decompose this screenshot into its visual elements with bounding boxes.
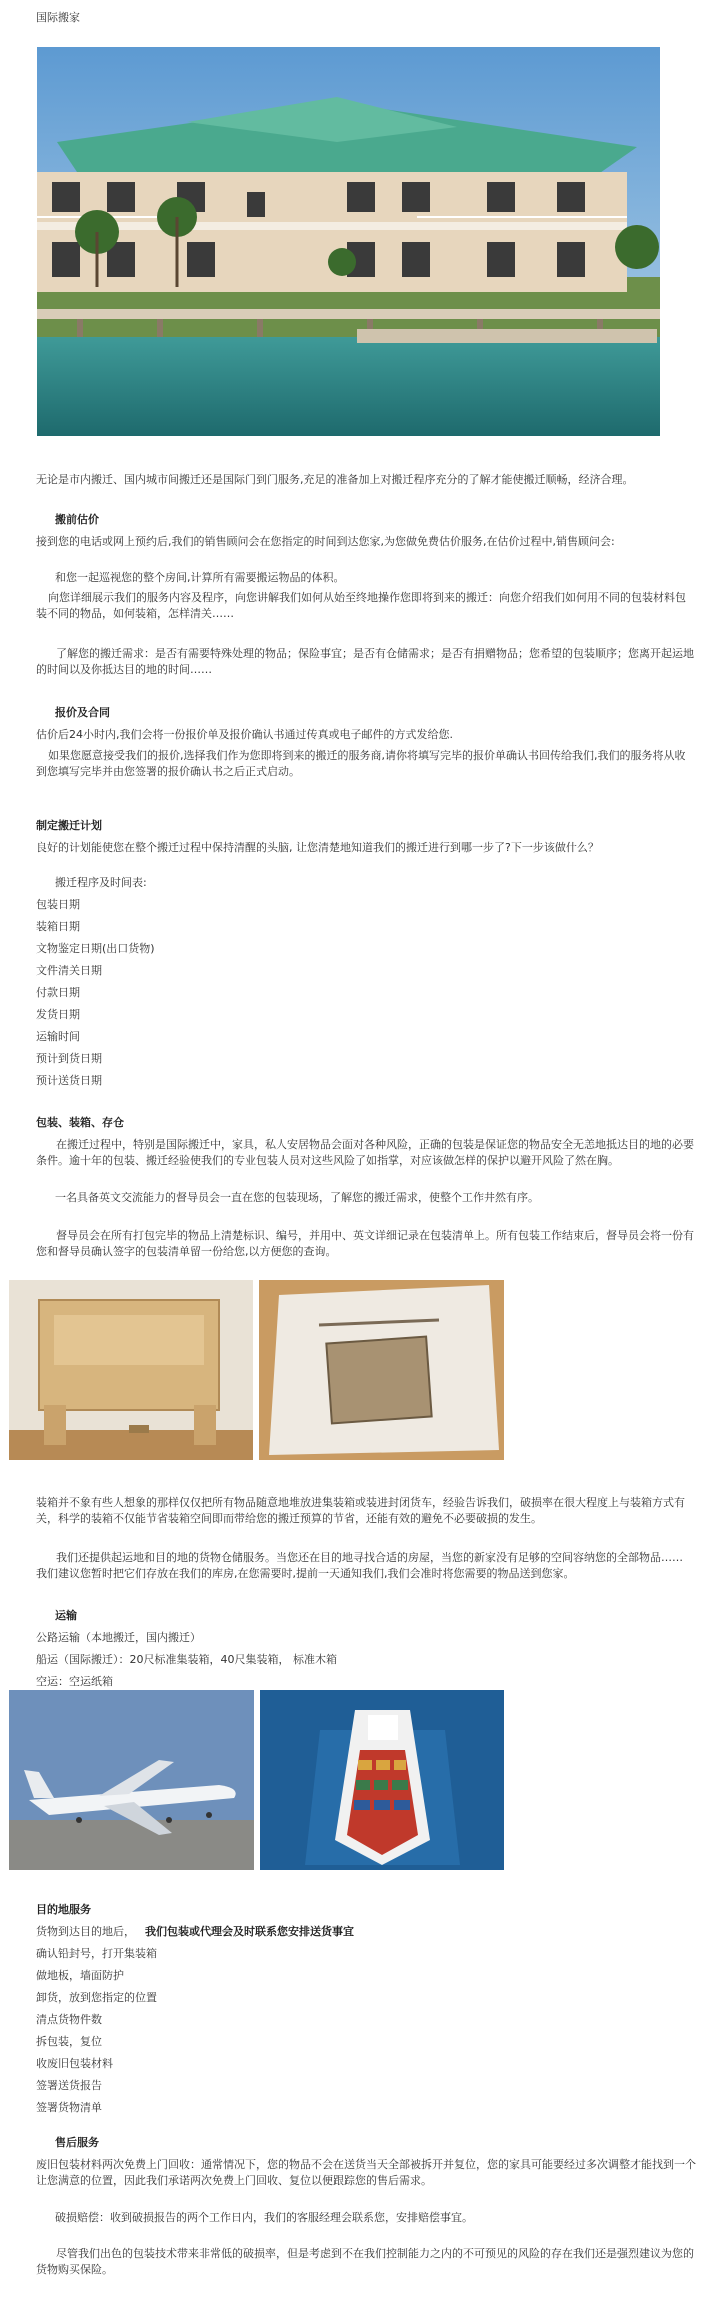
destination-first-bold: 我们包装或代理会及时联系您安排送货事宜 — [145, 1925, 354, 1938]
destination-heading: 目的地服务 — [36, 1903, 91, 1916]
destination-first-line — [36, 1924, 354, 1940]
packing-p2: 一名具备英文交流能力的督导员会一直在您的包装现场，了解您的搬迁需求，使整个工作井然有序。 — [55, 1191, 539, 1204]
destination-item: 拆包装，复位 — [36, 2035, 102, 2048]
schedule-item: 包装日期 — [36, 898, 80, 911]
destination-item: 收废旧包装材料 — [36, 2057, 113, 2070]
packing-p5: 我们还提供起运地和目的地的货物仓储服务。当您还在目的地寻找合适的房屋，当您的新家没有足够的空间容纳您的全部物品…… 我们建议您暂时把它们存放在我们的库房,在您需要时,提前一天通知我们,我们会准时将您需要的物品送到您家。 — [36, 1551, 683, 1580]
schedule-item: 文件清关日期 — [36, 964, 102, 977]
wood-crate-photo — [259, 1280, 504, 1460]
after-p3: 尽管我们出色的包装技术带来非常低的破损率，但是考虑到不在我们控制能力之内的不可预见的风险的存在我们还是强烈建议为您的货物购买保险。 — [36, 2247, 694, 2276]
schedule-item: 预计送货日期 — [36, 1074, 102, 1087]
packing-p4: 装箱并不象有些人想象的那样仅仅把所有物品随意地堆放进集装箱或装进封闭货车，经验告诉我们，破损率在很大程度上与装箱方式有关，科学的装箱不仅能节省装箱空间即而带给您的搬迁预算的节省，还能有效的避免不必要破损的发生。 — [36, 1496, 685, 1525]
destination-item: 签署送货报告 — [36, 2079, 102, 2092]
plan-heading: 制定搬迁计划 — [36, 819, 102, 832]
schedule-item: 付款日期 — [36, 986, 80, 999]
house-photo — [37, 47, 660, 436]
schedule-item: 文物鉴定日期(出口货物) — [36, 942, 155, 955]
schedule-title: 搬迁程序及时间表: — [55, 876, 147, 889]
intro-paragraph: 无论是市内搬迁、国内城市间搬迁还是国际门到门服务,充足的准备加上对搬迁程序充分的了解才能使搬迁顺畅，经济合理。 — [36, 473, 634, 486]
quote-heading: 报价及合同 — [55, 706, 110, 719]
after-p1: 废旧包装材料两次免费上门回收：通常情况下，您的物品不会在送货当天全部被拆开并复位，您的家具可能要经过多次调整才能找到一个让您满意的位置，因此我们承诺两次免费上门回收、复位以便跟踪您的售后需求。 — [36, 2158, 696, 2187]
packing-p3: 督导员会在所有打包完毕的物品上清楚标识、编号，并用中、英文详细记录在包装清单上。所有包装工作结束后，督导员会将一份有您和督导员确认签字的包装清单留一份给您,以方便您的查询。 — [36, 1229, 694, 1258]
schedule-item: 装箱日期 — [36, 920, 80, 933]
consult-p4: 了解您的搬迁需求：是否有需要特殊处理的物品；保险事宜；是否有仓储需求；是否有捐赠物品；您希望的包装顺序；您离开起运地的时间以及你抵达目的地的时间…… — [36, 647, 694, 676]
destination-item: 清点货物件数 — [36, 2013, 102, 2026]
transport-line: 船运（国际搬迁）：20尺标准集装箱，40尺集装箱， 标准木箱 — [36, 1653, 337, 1666]
destination-first-prefix: 货物到达目的地后， — [36, 1925, 135, 1938]
schedule-item: 发货日期 — [36, 1008, 80, 1021]
consult-p2: 和您一起巡视您的整个房间,计算所有需要搬运物品的体积。 — [55, 571, 345, 584]
plan-p1: 良好的计划能使您在整个搬迁过程中保持清醒的头脑, 让您清楚地知道我们的搬迁进行到哪一步了?下一步该做什么？ — [36, 841, 599, 854]
packing-p1: 在搬迁过程中，特别是国际搬迁中，家具，私人安居物品会面对各种风险，正确的包装是保证您的物品安全无恙地抵达目的地的必要条件。逾十年的包装、搬迁经验使我们的专业包装人员对这些风险了如指掌，对应该做怎样的保护以避开风险了然在胸。 — [36, 1138, 694, 1167]
transport-line: 公路运输（本地搬迁，国内搬迁） — [36, 1631, 201, 1644]
container-ship-photo — [260, 1690, 504, 1870]
page-title: 国际搬家 — [36, 11, 80, 24]
quote-p2: 如果您愿意接受我们的报价,选择我们作为您即将到来的搬迁的服务商,请你将填写完毕的报价单确认书回传给我们,我们的服务将从收到您填写完毕并由您签署的报价确认书之后正式启动。 — [36, 749, 686, 778]
packed-piano-photo — [9, 1280, 253, 1460]
transport-heading: 运输 — [55, 1609, 77, 1622]
after-heading: 售后服务 — [55, 2136, 99, 2149]
transport-line: 空运：空运纸箱 — [36, 1675, 113, 1688]
after-p2: 破损赔偿：收到破损报告的两个工作日内，我们的客服经理会联系您，安排赔偿事宜。 — [55, 2211, 473, 2224]
quote-p1: 估价后24小时内,我们会将一份报价单及报价确认书通过传真或电子邮件的方式发给您. — [36, 728, 453, 741]
consult-p1: 接到您的电话或网上预约后,我们的销售顾问会在您指定的时间到达您家,为您做免费估价服务,在估价过程中,销售顾问会: — [36, 535, 615, 548]
consult-p3: 向您详细展示我们的服务内容及程序，向您讲解我们如何从始至终地操作您即将到来的搬迁：向您介绍我们如何用不同的包装材料包装不同的物品，如何装箱，怎样清关…… — [36, 591, 686, 620]
consult-heading: 搬前估价 — [55, 513, 99, 526]
schedule-item: 运输时间 — [36, 1030, 80, 1043]
destination-item: 签署货物清单 — [36, 2101, 102, 2114]
airplane-photo — [9, 1690, 254, 1870]
destination-item: 卸货，放到您指定的位置 — [36, 1991, 157, 2004]
destination-item: 做地板，墙面防护 — [36, 1969, 124, 1982]
destination-item: 确认铅封号，打开集装箱 — [36, 1947, 157, 1960]
packing-heading: 包装、装箱、存仓 — [36, 1116, 124, 1129]
schedule-item: 预计到货日期 — [36, 1052, 102, 1065]
